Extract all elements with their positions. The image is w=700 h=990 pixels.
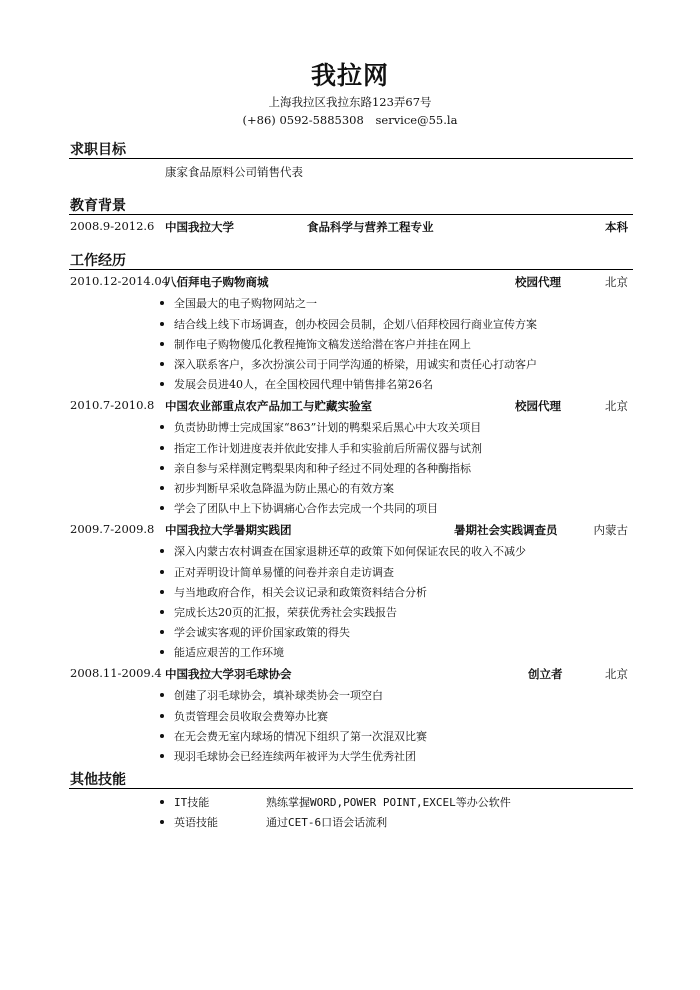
list-item: 指定工作计划进度表并依此安排人手和实验前后所需仪器与试剂 xyxy=(160,440,482,454)
bullet-icon xyxy=(160,486,164,490)
skill-item xyxy=(160,814,387,830)
work-row xyxy=(0,522,700,538)
list-item: 在无会费无室内球场的情况下组织了第一次混双比赛 xyxy=(160,728,427,742)
list-item: 深入内蒙古农村调查在国家退耕还草的政策下如何保证农民的收入不减少 xyxy=(160,543,526,557)
section-title-objective: 求职目标 xyxy=(70,142,126,158)
education-date: 2008.9-2012.6 xyxy=(70,219,155,233)
bullet-icon xyxy=(160,570,164,574)
list-item: 与当地政府合作，相关会议记录和政策资料结合分析 xyxy=(160,584,427,598)
bullet-icon xyxy=(160,466,164,470)
list-item: 学会了团队中上下协调痛心合作去完成一个共同的项目 xyxy=(160,500,438,514)
work-date: 2008.11-2009.4 xyxy=(70,666,162,680)
bullet-icon xyxy=(160,382,164,386)
work-role: 校园代理 xyxy=(515,275,561,289)
bullet-icon xyxy=(160,362,164,366)
bullet-icon xyxy=(160,714,164,718)
list-item: 创建了羽毛球协会，填补球类协会一项空白 xyxy=(160,687,383,701)
bullet-icon xyxy=(160,754,164,758)
work-org: 中国农业部重点农产品加工与贮藏实验室 xyxy=(165,399,372,413)
bullet-icon xyxy=(160,506,164,510)
section-divider xyxy=(69,214,633,215)
list-item: 初步判断早采收急降温为防止黑心的有效方案 xyxy=(160,480,394,494)
education-school: 中国我拉大学 xyxy=(165,220,234,234)
bullet-icon xyxy=(160,610,164,614)
skill-name: IT技能 xyxy=(174,796,210,809)
bullet-icon xyxy=(160,630,164,634)
email: service@55.la xyxy=(375,113,458,127)
work-org: 中国我拉大学羽毛球协会 xyxy=(165,667,292,681)
work-org: 中国我拉大学暑期实践团 xyxy=(165,523,292,537)
list-item: 全国最大的电子购物网站之一 xyxy=(160,295,317,309)
section-divider xyxy=(69,158,633,159)
education-major: 食品科学与营养工程专业 xyxy=(307,220,434,234)
candidate-name: 我拉网 xyxy=(310,61,389,90)
skill-desc: 熟练掌握WORD,POWER POINT,EXCEL等办公软件 xyxy=(266,796,511,809)
work-role: 创立者 xyxy=(528,667,563,681)
bullet-icon xyxy=(160,800,164,804)
work-row xyxy=(0,398,700,414)
bullet-icon xyxy=(160,820,164,824)
bullet-icon xyxy=(160,549,164,553)
work-date: 2009.7-2009.8 xyxy=(70,522,155,536)
bullet-icon xyxy=(160,425,164,429)
list-item: 亲自参与采样测定鸭梨果肉和种子经过不同处理的各种酶指标 xyxy=(160,460,471,474)
skill-item xyxy=(160,794,511,810)
list-item: 现羽毛球协会已经连续两年被评为大学生优秀社团 xyxy=(160,748,416,762)
bullet-icon xyxy=(160,446,164,450)
work-date: 2010.7-2010.8 xyxy=(70,398,155,412)
contact-line xyxy=(0,113,700,127)
skill-name: 英语技能 xyxy=(174,816,218,829)
list-item: 制作电子购物傻瓜化教程掩饰文稿发送给潜在客户并挂在网上 xyxy=(160,336,471,350)
section-title-work: 工作经历 xyxy=(70,253,126,269)
phone: (+86) 0592-5885308 xyxy=(242,113,364,127)
list-item: 能适应艰苦的工作环境 xyxy=(160,644,284,658)
objective-text: 康家食品原料公司销售代表 xyxy=(165,165,303,179)
bullet-icon xyxy=(160,693,164,697)
section-title-education: 教育背景 xyxy=(70,198,126,214)
list-item: 学会诚实客观的评价国家政策的得失 xyxy=(160,624,350,638)
list-item: 负责管理会员收取会费筹办比赛 xyxy=(160,708,328,722)
work-place: 内蒙古 xyxy=(593,523,628,537)
list-item: 深入联系客户，多次扮演公司于同学沟通的桥梁，用诚实和责任心打动客户 xyxy=(160,356,537,370)
work-role: 校园代理 xyxy=(515,399,561,413)
work-row xyxy=(0,666,700,682)
list-item: 结合线上线下市场调查，创办校园会员制，企划八佰拜校园行商业宣传方案 xyxy=(160,316,537,330)
bullet-icon xyxy=(160,590,164,594)
education-degree: 本科 xyxy=(605,220,628,234)
section-divider xyxy=(69,788,633,789)
section-title-skills: 其他技能 xyxy=(70,772,126,788)
education-row xyxy=(0,219,700,235)
address: 上海我拉区我拉东路123弄67号 xyxy=(268,95,432,109)
work-place: 北京 xyxy=(605,667,628,681)
bullet-icon xyxy=(160,301,164,305)
list-item: 完成长达20页的汇报，荣获优秀社会实践报告 xyxy=(160,604,397,618)
work-date: 2010.12-2014.04 xyxy=(70,274,169,288)
work-row xyxy=(0,274,700,290)
list-item: 正对弄明设计简单易懂的问卷并亲自走访调查 xyxy=(160,564,394,578)
skill-desc: 通过CET-6口语会话流利 xyxy=(266,816,388,829)
bullet-icon xyxy=(160,342,164,346)
work-role: 暑期社会实践调查员 xyxy=(454,523,558,537)
bullet-icon xyxy=(160,734,164,738)
section-divider xyxy=(69,269,633,270)
work-org: 八佰拜电子购物商城 xyxy=(165,275,269,289)
bullet-icon xyxy=(160,322,164,326)
list-item: 负责协助博士完成国家“863”计划的鸭梨采后黑心中大攻关项目 xyxy=(160,419,481,433)
work-place: 北京 xyxy=(605,275,628,289)
work-place: 北京 xyxy=(605,399,628,413)
bullet-icon xyxy=(160,650,164,654)
list-item: 发展会员进40人，在全国校园代理中销售排名第26名 xyxy=(160,376,433,390)
